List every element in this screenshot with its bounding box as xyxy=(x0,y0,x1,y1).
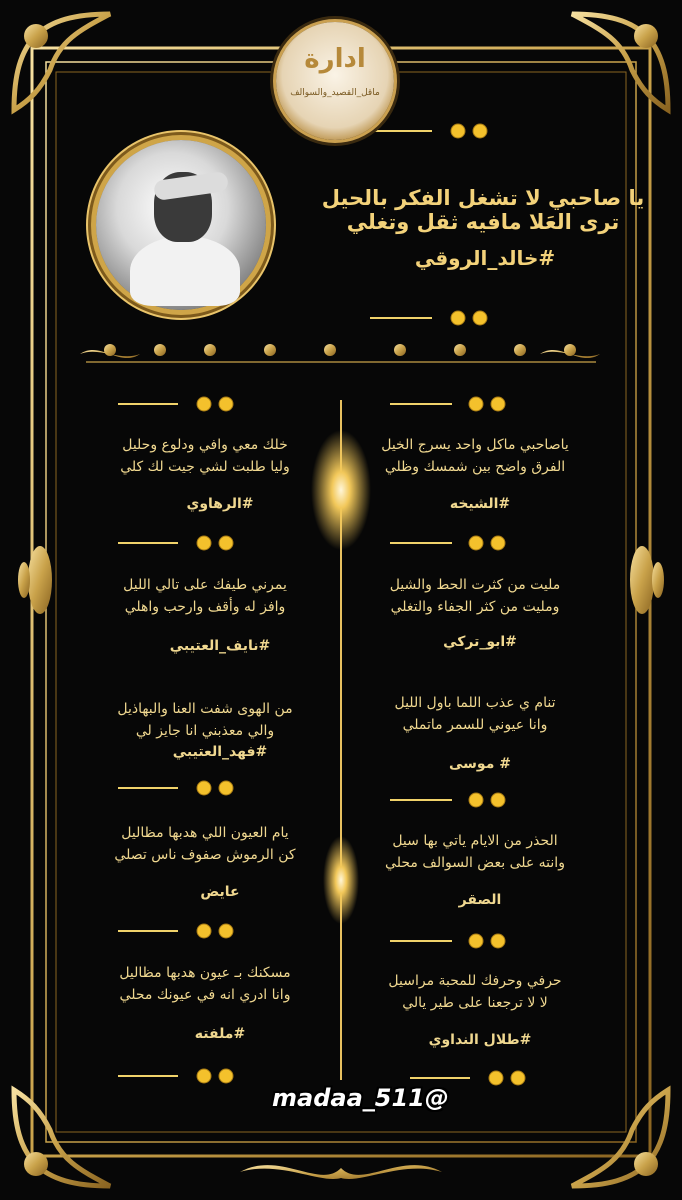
left-verse-1 xyxy=(100,434,310,478)
verse-line: الفرق واضح بين شمسك وظلي xyxy=(384,459,566,475)
verse-line: حرفي وحرفك للمحبة مراسيل xyxy=(388,973,562,989)
logo-subtitle: ماقل_القصيد_والسوالف xyxy=(290,88,380,98)
verse-line: وانا ادري انه في عيونك محلي xyxy=(119,987,291,1003)
verse-line: من الهوى شفت العنا والبهاذيل xyxy=(117,701,293,717)
verse-line: يام العيون اللي هدبها مظاليل xyxy=(121,825,289,841)
left-author-1: #الرهاوي xyxy=(186,496,254,512)
right-author-2: #ابو_تركي xyxy=(443,634,517,650)
verse-line: وافز له وأقف وارحب واهلي xyxy=(124,599,286,615)
left-author-5: #ملفته xyxy=(194,1026,246,1042)
verse-line: كن الرموش صفوف ناس تصلي xyxy=(114,847,296,863)
right-author-4: الصقر xyxy=(458,892,502,908)
right-verse-1 xyxy=(370,434,580,478)
verse-line: وانا عيوني للسمر ماتملي xyxy=(402,717,548,733)
header-poem-author: #خالد_الروقي xyxy=(414,246,556,270)
left-author-4: عايض xyxy=(200,884,240,900)
logo-title: ادارة xyxy=(304,44,366,74)
left-verse-2 xyxy=(100,574,310,618)
left-verse-3 xyxy=(100,698,310,742)
verse-line: وانته على بعض السوالف محلي xyxy=(385,855,565,871)
verse-line: خلك معي وافي ودلوع وحليل xyxy=(122,437,288,453)
verse-line: يمرني طيفك على تالي الليل xyxy=(123,577,287,593)
verse-line: وليا طلبت لشي جيت لك كلي xyxy=(120,459,290,475)
logo-badge xyxy=(276,22,394,140)
watermark-handle: madaa_511@ xyxy=(272,1084,449,1112)
right-verse-3 xyxy=(370,692,580,736)
right-author-3: # موسى xyxy=(449,756,511,772)
right-verse-5 xyxy=(370,970,580,1014)
portrait-body xyxy=(130,236,240,306)
left-verse-5 xyxy=(100,962,310,1006)
poet-portrait xyxy=(96,140,266,310)
left-author-3: #فهد_العتيبي xyxy=(172,744,268,760)
verse-line: لا لا ترجعنا على طير يالي xyxy=(402,995,548,1011)
header-poem-line1: يا صاحبي لا تشغل الفكر بالحيل xyxy=(321,186,645,210)
verse-line: مسكنك بـ عيون هدبها مظاليل xyxy=(119,965,291,981)
right-verse-2 xyxy=(370,574,580,618)
left-verse-4 xyxy=(100,822,310,866)
verse-line: ياصاحبي ماكل واحد يسرج الخيل xyxy=(381,437,569,453)
header-poem-line2: ترى العَلا مافيه ثقل وتغلي xyxy=(346,210,620,234)
verse-line: والي معذبني انا جايز لي xyxy=(135,723,275,739)
left-author-2: #نايف_العتيبي xyxy=(169,638,271,654)
verse-line: مليت من كثرت الحط والشيل xyxy=(389,577,561,593)
right-author-1: #الشيخه xyxy=(449,496,511,512)
verse-line: ومليت من كثر الجفاء والتغلي xyxy=(390,599,560,615)
verse-line: الحذر من الايام ياتي بها سيل xyxy=(392,833,558,849)
verse-line: تنام ي عذب اللما باول الليل xyxy=(394,695,556,711)
right-verse-4 xyxy=(370,830,580,874)
right-author-5: #طلال النداوي xyxy=(428,1032,532,1048)
